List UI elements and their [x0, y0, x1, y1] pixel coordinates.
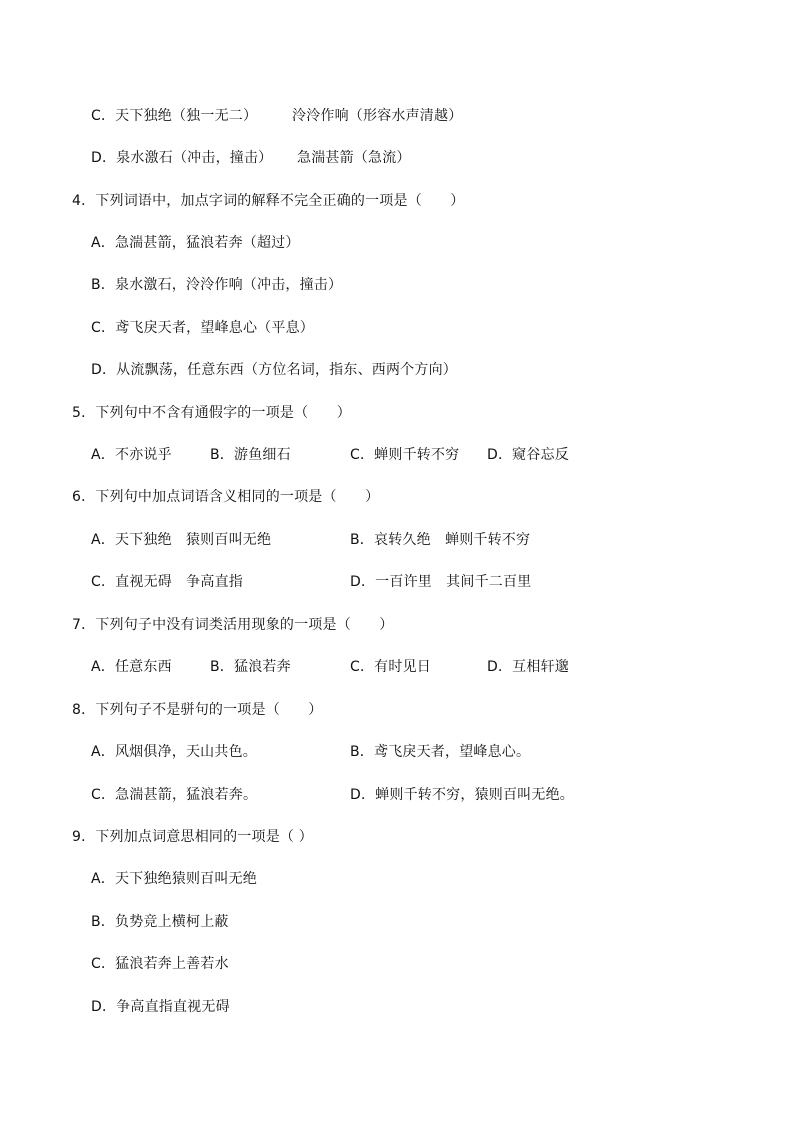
- option-8c: C．急湍甚箭，猛浪若奔。: [91, 787, 258, 803]
- option-3d: D．泉水激石（冲击，撞击）: [91, 150, 273, 166]
- question-5: 5．下列句中不含有通假字的一项是（ ）: [72, 405, 351, 421]
- option-4a: A．急湍甚箭，猛浪若奔（超过）: [91, 235, 300, 251]
- question-4: 4．下列词语中，加点字词的解释不完全正确的一项是（ ）: [72, 193, 465, 209]
- option-7d: D．互相轩邈: [487, 659, 569, 675]
- option-7a: A．任意东西: [91, 659, 172, 675]
- option-6a: A．天下独绝 猿则百叫无绝: [91, 532, 272, 548]
- option-6b: B．哀转久绝 蝉则千转不穷: [350, 532, 531, 548]
- option-6c: C．直视无碍 争高直指: [91, 574, 243, 590]
- option-7c: C．有时见日: [350, 659, 431, 675]
- option-3d-right: 急湍甚箭（急流）: [297, 150, 411, 166]
- option-5b: B．游鱼细石: [210, 447, 291, 463]
- option-4b: B．泉水激石，泠泠作响（冲击，撞击）: [91, 277, 343, 293]
- option-4c: C．鸢飞戾天者，望峰息心（平息）: [91, 320, 314, 336]
- option-3c: C．天下独绝（独一无二）: [91, 108, 258, 124]
- option-8d: D．蝉则千转不穷，猿则百叫无绝。: [350, 787, 574, 803]
- option-6d: D．一百许里 其间千二百里: [350, 574, 532, 590]
- option-9a: A．天下独绝猿则百叫无绝: [91, 871, 257, 887]
- option-4d: D．从流飘荡，任意东西（方位名词，指东、西两个方向）: [91, 362, 457, 378]
- option-3c-right: 泠泠作响（形容水声清越）: [292, 108, 463, 124]
- option-9b: B．负势竞上横柯上蔽: [91, 914, 229, 930]
- question-7: 7．下列句子中没有词类活用现象的一项是（ ）: [72, 617, 394, 633]
- option-9d: D．争高直指直视无碍: [91, 999, 230, 1015]
- option-5a: A．不亦说乎: [91, 447, 172, 463]
- option-5c: C．蝉则千转不穷: [350, 447, 460, 463]
- option-8b: B．鸢飞戾天者，望峰息心。: [350, 744, 531, 760]
- option-9c: C．猛浪若奔上善若水: [91, 956, 229, 972]
- question-9: 9．下列加点词意思相同的一项是（ ）: [72, 829, 313, 845]
- option-5d: D．窥谷忘反: [487, 447, 569, 463]
- option-8a: A．风烟俱净，天山共色。: [91, 744, 257, 760]
- option-7b: B．猛浪若奔: [210, 659, 291, 675]
- question-8: 8．下列句子不是骈句的一项是（ ）: [72, 702, 323, 718]
- question-6: 6．下列句中加点词语含义相同的一项是（ ）: [72, 489, 380, 505]
